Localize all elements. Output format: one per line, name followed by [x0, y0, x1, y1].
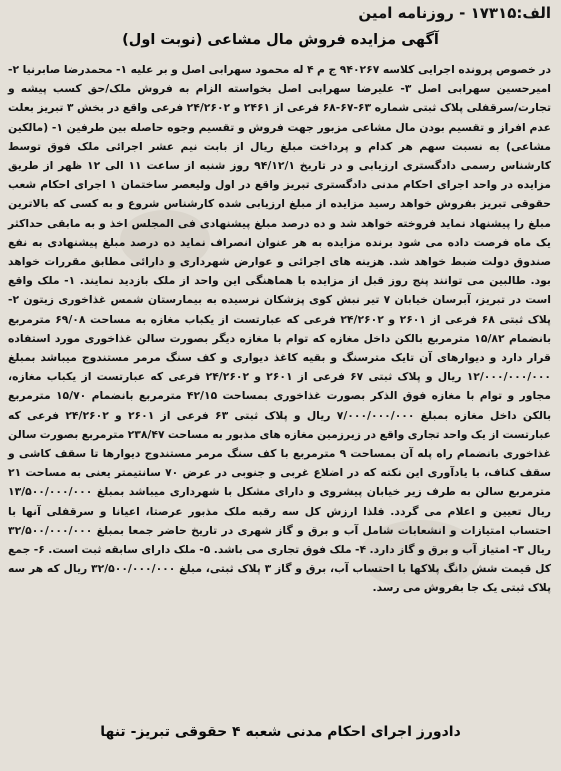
newspaper-header: الف:۱۷۳۱۵ - روزنامه امین: [358, 4, 551, 22]
notice-title: آگهی مزایده فروش مال مشاعی (نوبت اول): [122, 32, 439, 48]
notice-signature: دادورز اجرای احکام مدنی شعبه ۴ حقوقی تبریز- تنها: [100, 724, 461, 740]
notice-body: در خصوص پرونده اجرایی کلاسه ۹۴۰۲۶۷ ج م ۴ له محمود سهرابی اصل و بر علیه ۱- محمدرضا صابرنیا ۲- امیرحسین سهرابی اصل ۳- علیرضا سهرابی اصل بخواسته الزام به فروش ملک/حق کسب پیشه و تجارت/سرقفلی پلاک ثبتی شماره ۶۳-۶۷-۶۸ فرعی از ۲۴۶۱ و ۲۴/۲۶۰۲ فرعی واقع در بخش ۳ تبریز بعلت عدم افراز و تقسیم بودن مال مشاعی مزبور جهت فروش و تقسیم وجوه حاصله بین طرفین ۱- (مالکین مشاعی) به نسبت سهم هر کدام و پرداخت مبلغ ریال از بابت نیم عشر اجرائی ملک فوق توسط کارشناس رسمی دادگستری ارزیابی و در تاریخ ۹۴/۱۲/۱ روز شنبه از ساعت ۱۱ الی ۱۲ ظهر از طریق مزایده در واحد اجرای احکام مدنی دادگستری تبریز واقع در اول ولیعصر ساختمان ۱ اجرای احکام شعب حقوقی تبریز بفروش خواهد رسید مزایده از مبلغ ارزیابی شده کارشناس شروع و به کسی که بالاترین مبلغ را پیشنهاد نماید فروخته خواهد شد و ده درصد مبلغ پیشنهادی فی المجلس اخذ و به مابقی حداکثر یک ماه فرصت داده می شود برنده مزایده به هر عنوان انصراف نماید ده درصد مبلغ پیشنهادی به نفع صندوق دولت ضبط خواهد شد. هزینه های اجرائی و عوارض شهرداری و دارائی مطابق مقررات خواهد بود. طالبین می توانند پنج روز قبل از مزایده با هماهنگی این واحد از ملک بازدید نمایند. ۱- ملک واقع است در تبریز، آبرسان خیابان ۷ تیر نبش کوی پزشکان نرسیده به بیمارستان شمس غذاخوری زیتون ۲- پلاک ثبتی ۶۸ فرعی از ۲۶۰۱ و ۲۴/۲۶۰۲ فرعی که عبارتست از یکباب مغازه به مساحت ۶۹/۰۸ مترمربع بانضمام ۱۵/۸۲ مترمربع بالکن داخل مغازه که توام با مغازه دیگر بصورت سالن غذاخوری مورد استفاده قرار دارد و دیوارهای آن تایک مترسنگ و بقیه کاغذ دیواری و کف سنگ مرمر مستندوج میباشد بمبلغ ۱۲/۰۰۰/۰۰۰/۰۰۰ ریال و پلاک ثبتی ۶۷ فرعی از ۲۶۰۱ و ۲۴/۲۶۰۲ فرعی که عبارتست از یکباب مغازه، مجاور و توام با مغازه فوق الذکر بصورت غذاخوری بمساحت ۴۲/۱۵ مترمربع بانضمام ۱۵/۷۰ مترمربع بالکن داخل مغازه بمبلغ ۷/۰۰۰/۰۰۰/۰۰۰ ریال و پلاک ثبتی ۶۳ فرعی از ۲۶۰۱ و ۲۴/۲۶۰۲ فرعی که عبارتست از یک واحد تجاری واقع در زیرزمین مغازه های مذبور به مساحت ۲۳۸/۴۷ مترمربع بصورت سالن غذاخوری بانضمام راه پله آن بمساحت ۹ مترمربع با کف سنگ مرمر مستندوج دیوارها تا سقف کاشی و سقف کناف، با یادآوری این نکته که در اضلاع غربی و جنوبی در عرض ۷۰ سانتیمتر یعنی به مساحت ۲۱ مترمربع سالن به طرف زیر خیابان پیشروی و دارای مشکل با شهرداری میباشد بمبلغ ۱۳/۵۰۰/۰۰۰/۰۰۰ ریال تعیین و اعلام می گردد. فلذا ارزش کل سه رقبه ملک مذبور عرصتا، اعیانا و سرقفلی آنها با احتساب امتیازات و انشعابات شامل آب و برق و گاز شهری در تاریخ حاضر جمعا بمبلغ ۳۲/۵۰۰/۰۰۰/۰۰۰ ریال ۳- امتیاز آب و برق و گاز دارد. ۴- ملک فوق تجاری می باشد. ۵- ملک دارای سابقه ثبت است. ۶- جمع کل قیمت شش دانگ پلاکها با احتساب آب، برق و گاز ۳ پلاک ثبتی، مبلغ ۳۲/۵۰۰/۰۰۰/۰۰۰ ریال که هر سه پلاک ثبتی یک جا بفروش می رسد.: [8, 63, 552, 595]
